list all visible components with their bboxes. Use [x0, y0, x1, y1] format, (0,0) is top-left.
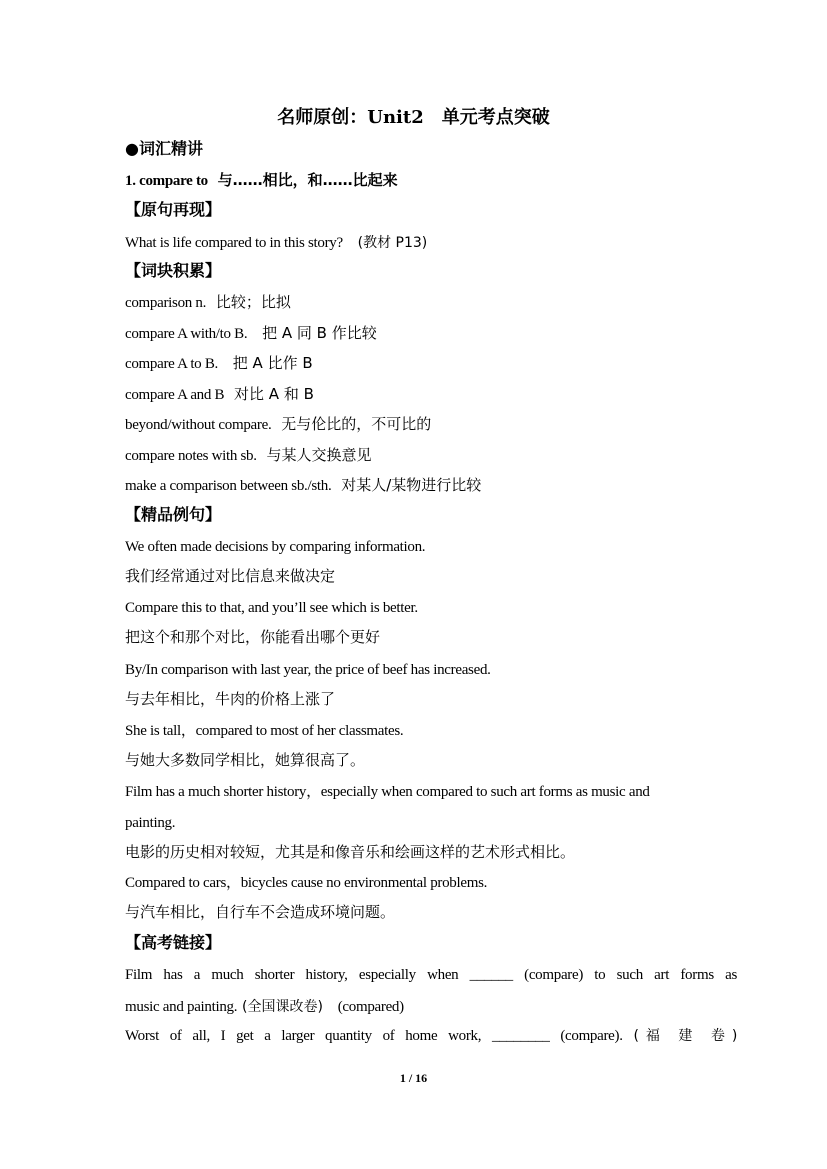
- phrase-zh: 与某人交换意见: [266, 446, 372, 464]
- exam-q1-blank: ______: [469, 967, 513, 983]
- phrase-item: [125, 292, 291, 313]
- phrase-en: compare A to B.: [125, 356, 218, 372]
- phrase-en: comparison n.: [125, 295, 207, 311]
- example-en: Compared to cars，bicycles cause no environmental problems.: [125, 875, 488, 891]
- phrases-heading: 【词块积累】: [125, 261, 222, 280]
- exam-link-heading: 【高考链接】: [125, 933, 222, 952]
- exam-question-1-line2: [125, 996, 404, 1017]
- phrase-en: compare A and B: [125, 387, 225, 403]
- exam-question-2: [125, 1026, 737, 1046]
- phrase-item: [125, 384, 314, 405]
- phrase-zh: 对某人/某物进行比较: [341, 476, 482, 494]
- original-sentence: [125, 232, 427, 253]
- exam-q1-answer: (compared): [337, 999, 404, 1015]
- phrase-item: [125, 475, 481, 496]
- exam-q1-part1: Film has a much shorter history, especially when: [125, 967, 459, 983]
- phrase-item: [125, 323, 377, 344]
- example-zh: 我们经常通过对比信息来做决定: [125, 567, 336, 585]
- phrase-zh: 无与伦比的，不可比的: [281, 415, 432, 433]
- exam-q2-blank: ________: [491, 1028, 550, 1044]
- phrase-en: make a comparison between sb./sth.: [125, 478, 332, 494]
- phrase-item: [125, 353, 313, 374]
- phrase-zh: 比较；比拟: [215, 293, 291, 311]
- phrase-en: compare A with/to B.: [125, 326, 248, 342]
- section-heading-vocab: ●词汇精讲: [125, 139, 203, 158]
- example-zh: 与她大多数同学相比，她算很高了。: [125, 751, 366, 769]
- example-en: Compare this to that, and you’ll see which is better.: [125, 600, 418, 616]
- exam-q2-source: (福 建 卷): [633, 1028, 738, 1044]
- exam-q2-part2: (compare).: [560, 1028, 623, 1044]
- example-en: Film has a much shorter history，especially when compared to such art forms as music and: [125, 784, 650, 800]
- phrase-zh: 对比 A 和 B: [234, 385, 314, 403]
- phrase-item: [125, 445, 372, 466]
- example-zh: 电影的历史相对较短，尤其是和像音乐和绘画这样的艺术形式相比。: [125, 843, 576, 861]
- example-zh: 与去年相比，牛肉的价格上涨了: [125, 690, 336, 708]
- original-sentence-ref: (教材 P13): [357, 235, 428, 251]
- exam-question-1: [125, 965, 737, 985]
- phrase-zh: 把 A 比作 B: [232, 354, 313, 372]
- item-word: 1. compare to: [125, 173, 208, 189]
- page-title: 名师原创：Unit2 单元考点突破: [277, 107, 550, 128]
- exam-q1-source: (全国课改卷): [241, 999, 323, 1015]
- original-sentence-heading: 【原句再现】: [125, 200, 222, 219]
- phrase-zh: 把 A 同 B 作比较: [262, 324, 377, 342]
- exam-q1-line2: music and painting.: [125, 999, 238, 1015]
- example-en: We often made decisions by comparing information.: [125, 539, 426, 555]
- example-en: She is tall，compared to most of her classmates.: [125, 723, 404, 739]
- exam-q1-part2: (compare) to such art forms as: [524, 967, 738, 983]
- exam-q2-part1: Worst of all, I get a larger quantity of home work,: [125, 1028, 482, 1044]
- phrase-en: beyond/without compare.: [125, 417, 272, 433]
- example-zh: 与汽车相比，自行车不会造成环境问题。: [125, 903, 396, 921]
- example-en-continued: painting.: [125, 815, 176, 831]
- phrase-item: [125, 414, 431, 435]
- example-zh: 把这个和那个对比，你能看出哪个更好: [125, 628, 381, 646]
- phrase-en: compare notes with sb.: [125, 448, 257, 464]
- item-heading: [125, 170, 398, 191]
- example-en: By/In comparison with last year, the price of beef has increased.: [125, 662, 491, 678]
- original-sentence-en: What is life compared to in this story?: [125, 235, 343, 251]
- examples-heading: 【精品例句】: [125, 505, 222, 524]
- item-meaning: 与……相比，和……比起来: [217, 171, 398, 189]
- page-number: 1 / 16: [399, 1071, 428, 1085]
